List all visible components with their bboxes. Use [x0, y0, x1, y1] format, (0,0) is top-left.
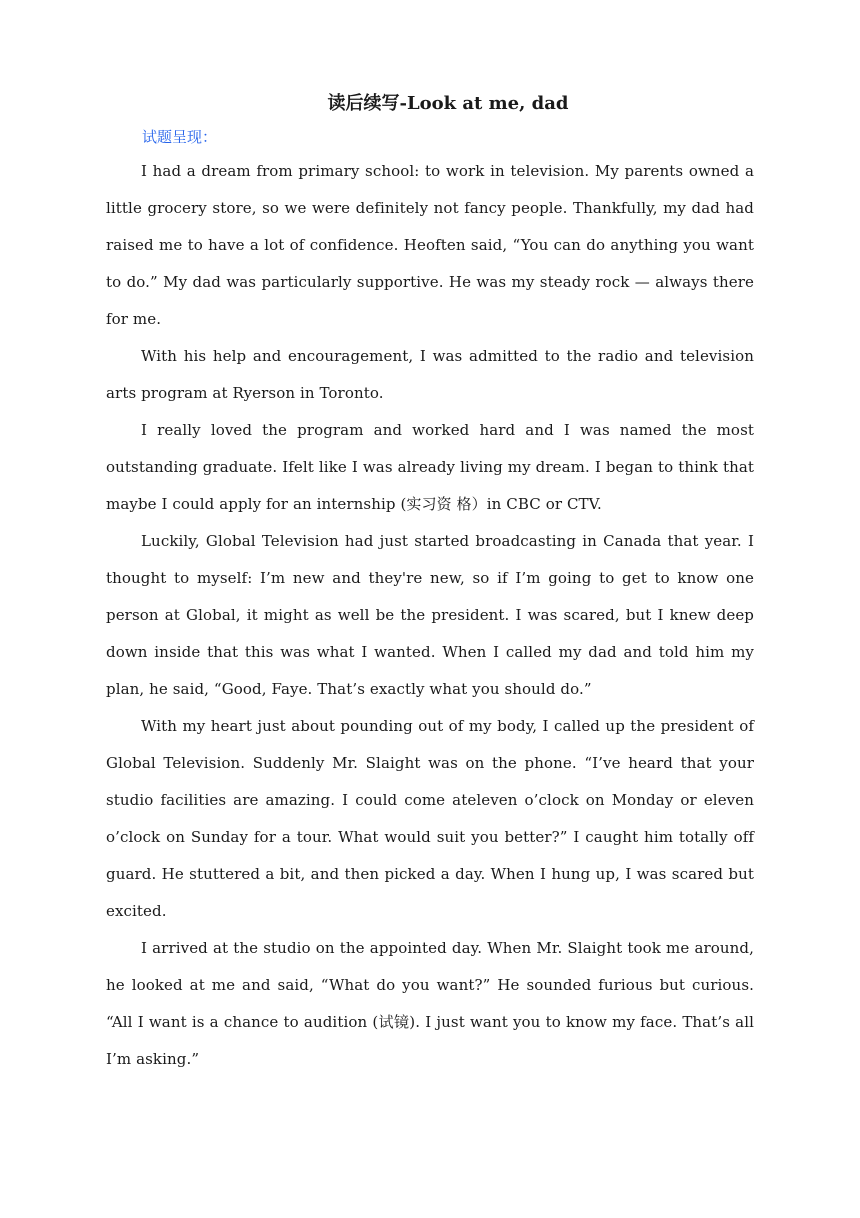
paragraph-2: With his help and encouragement, I was admitted to the radio and television arts program at Ryerson in Toronto. [106, 347, 754, 402]
document-title: 读后续写-Look at me, dad [327, 93, 569, 114]
paragraph-6: I arrived at the studio on the appointed day. When Mr. Slaight took me around, he looked at me and said, “What do you want?” He sounded furious but curious. “All I want is a chance to audition (试镜). I just want you to know my face. That’s all I’m asking.” [106, 939, 754, 1068]
document-page [106, 88, 754, 1078]
paragraph-1: I had a dream from primary school: to work in television. My parents owned a little grocery store, so we were definitely not fancy people. Thankfully, my dad had raised me to have a lot of confidence. Heoften said, “You can do anything you want to do.” My dad was particularly supportive. He was my steady rock — always there for me. [106, 162, 754, 328]
section-heading: 试题呈现： [142, 128, 218, 146]
paragraph-3: I really loved the program and worked hard and I was named the most outstanding graduate. Ifelt like I was already living my dream. I began to think that maybe I could apply for an internship (实习资 格）in CBC or CTV. [106, 421, 754, 513]
paragraph-5: With my heart just about pounding out of my body, I called up the president of Global Television. Suddenly Mr. Slaight was on the phone. “I’ve heard that your studio facilities are amazing. I could come ateleven o’clock on Monday or eleven o’clock on Sunday for a tour. What would suit you better?” I caught him totally off guard. He stuttered a bit, and then picked a day. When I hung up, I was scared but excited. [106, 717, 754, 920]
paragraph-4: Luckily, Global Television had just started broadcasting in Canada that year. I thought to myself: I’m new and they're new, so if I’m going to get to know one person at Global, it might as well be the president. I was scared, but I knew deep down inside that this was what I wanted. When I called my dad and told him my plan, he said, “Good, Faye. That’s exactly what you should do.” [106, 532, 754, 698]
